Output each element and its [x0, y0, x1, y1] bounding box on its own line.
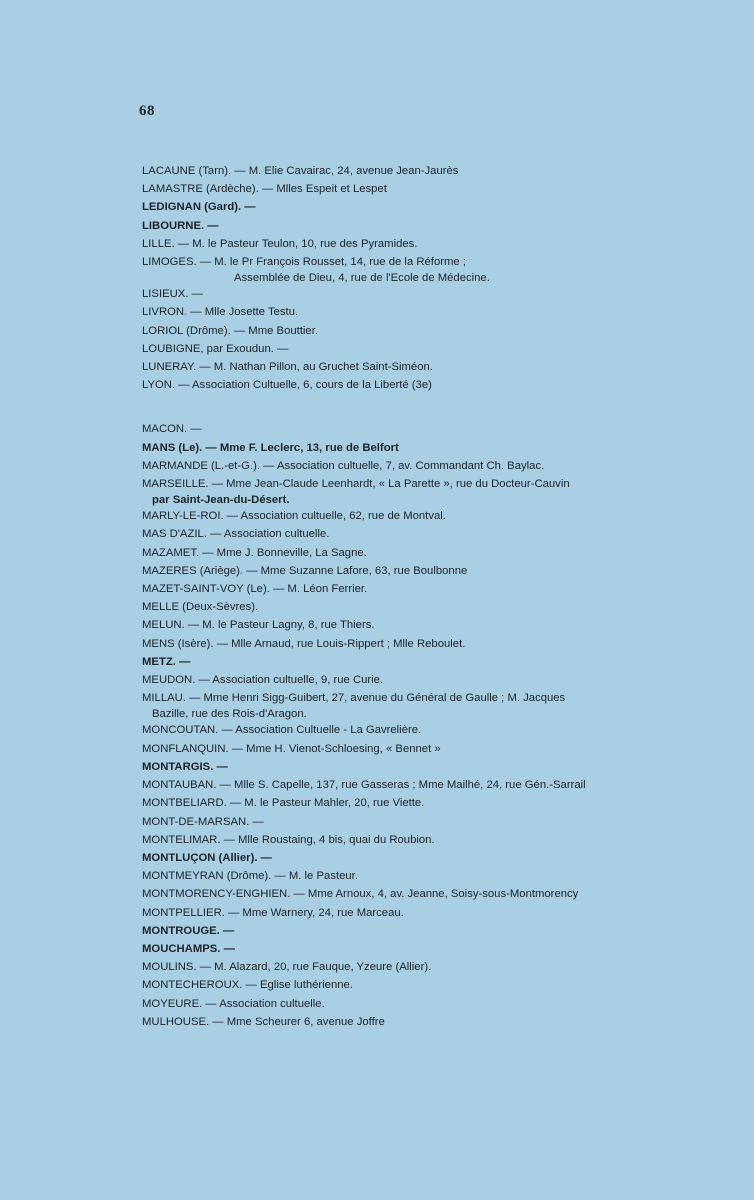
entry-montpellier: MONTPELLIER. — Mme Warnery, 24, rue Marceau.	[142, 906, 404, 919]
entry-marly-le-roi: MARLY-LE-ROI. — Association cultuelle, 62, rue de Montval.	[142, 510, 446, 523]
entry-loubigne: LOUBIGNE, par Exoudun. —	[142, 342, 289, 355]
entry-marseille-cont: par Saint-Jean-du-Désert.	[152, 494, 290, 507]
entry-montelimar: MONTELIMAR. — Mlle Roustaing, 4 bis, quai du Roubion.	[142, 833, 435, 846]
entry-lacaune: LACAUNE (Tarn). — M. Elie Cavairac, 24, avenue Jean-Jaurès	[142, 165, 459, 177]
entry-mens: MENS (Isère). — Mlle Arnaud, rue Louis-Rippert ; Mlle Reboulet.	[142, 637, 466, 650]
entry-meudon: MEUDON. — Association cultuelle, 9, rue Curie.	[142, 674, 384, 687]
section-gap	[142, 394, 662, 420]
entry-monflanquin: MONFLANQUIN. — Mme H. Vienot-Schloesing, « Bennet »	[142, 742, 441, 755]
entry-melun: MELUN. — M. le Pasteur Lagny, 8, rue Thiers.	[142, 619, 375, 632]
entry-moulins: MOULINS. — M. Alazard, 20, rue Fauque, Yzeure (Allier).	[142, 961, 432, 974]
entry-lyon: LYON. — Association Cultuelle, 6, cours de la Liberté (3e)	[142, 379, 432, 392]
entry-montecheroux: MONTECHEROUX. — Eglise luthérienne.	[142, 979, 353, 992]
entry-millau-cont: Bazille, rue des Rois-d'Aragon.	[152, 708, 307, 721]
entry-limoges-cont: Assemblée de Dieu, 4, rue de l'Ecole de Médecine.	[234, 272, 490, 285]
entry-montmeyran: MONTMEYRAN (Drôme). — M. le Pasteur.	[142, 870, 358, 883]
entry-mazeres: MAZERES (Ariège). — Mme Suzanne Lafore, 63, rue Boulbonne	[142, 564, 468, 577]
entry-montbeliard: MONTBELIARD. — M. le Pasteur Mahler, 20, rue Viette.	[142, 797, 425, 810]
entry-millau-line: MILLAU. — Mme Henri Sigg-Guibert, 27, avenue du Général de Gaulle ; M. Jacques	[142, 692, 566, 705]
entry-lisieux: LISIEUX. —	[142, 288, 203, 301]
entry-macon: MACON. —	[142, 423, 202, 436]
entry-lille: LILLE. — M. le Pasteur Teulon, 10, rue des Pyramides.	[142, 237, 418, 250]
entry-millau	[142, 689, 662, 721]
entry-marseille	[142, 475, 662, 507]
entry-ledignan: LEDIGNAN (Gard). —	[142, 201, 256, 214]
entry-livron: LIVRON. — Mlle Josette Testu.	[142, 306, 299, 319]
directory-list	[142, 162, 662, 1031]
entry-mazamet: MAZAMET. — Mme J. Bonneville, La Sagne.	[142, 546, 367, 559]
entry-mont-de-marsan: MONT-DE-MARSAN. —	[142, 815, 264, 828]
entry-montrouge: MONTROUGE. —	[142, 924, 235, 937]
entry-montlucon: MONTLUÇON (Allier). —	[142, 851, 272, 864]
entry-montauban: MONTAUBAN. — Mlle S. Capelle, 137, rue Gasseras ; Mme Mailhé, 24, rue Gén.-Sarrail	[142, 779, 586, 792]
entry-loriol: LORIOL (Drôme). — Mme Bouttier.	[142, 324, 318, 337]
entry-lamastre: LAMASTRE (Ardèche). — Mlles Espeit et Lespet	[142, 183, 387, 196]
entry-mulhouse: MULHOUSE. — Mme Scheurer 6, avenue Joffre	[142, 1015, 385, 1028]
entry-moncoutan: MONCOUTAN. — Association Cultuelle - La Gavrelière.	[142, 724, 422, 737]
entry-mazet-saint-voy: MAZET-SAINT-VOY (Le). — M. Léon Ferrier.	[142, 583, 368, 596]
entry-limoges	[142, 253, 662, 285]
entry-metz: METZ. —	[142, 655, 191, 668]
page-number: 68	[139, 103, 155, 119]
entry-marmande: MARMANDE (L.-et-G.). — Association cultuelle, 7, av. Commandant Ch. Baylac.	[142, 459, 545, 472]
entry-melle: MELLE (Deux-Sèvres).	[142, 601, 259, 614]
entry-limoges-line: LIMOGES. — M. le Pr François Rousset, 14, rue de la Réforme ;	[142, 256, 466, 269]
entry-mans: MANS (Le). — Mme F. Leclerc, 13, rue de Belfort	[142, 441, 399, 454]
entry-luneray: LUNERAY. — M. Nathan Pillon, au Gruchet Saint-Siméon.	[142, 361, 433, 374]
entry-moyeure: MOYEURE. — Association cultuelle.	[142, 997, 325, 1010]
entry-montmorency-enghien: MONTMORENCY-ENGHIEN. — Mme Arnoux, 4, av. Jeanne, Soisy-sous-Montmorency	[142, 888, 579, 901]
entry-mas-d-azil: MAS D'AZIL. — Association cultuelle.	[142, 528, 330, 541]
entry-libourne: LIBOURNE. —	[142, 219, 219, 232]
entry-mouchamps: MOUCHAMPS. —	[142, 942, 235, 955]
entry-marseille-line: MARSEILLE. — Mme Jean-Claude Leenhardt, « La Parette », rue du Docteur-Cauvin	[142, 478, 570, 491]
entry-montargis: MONTARGIS. —	[142, 760, 228, 773]
